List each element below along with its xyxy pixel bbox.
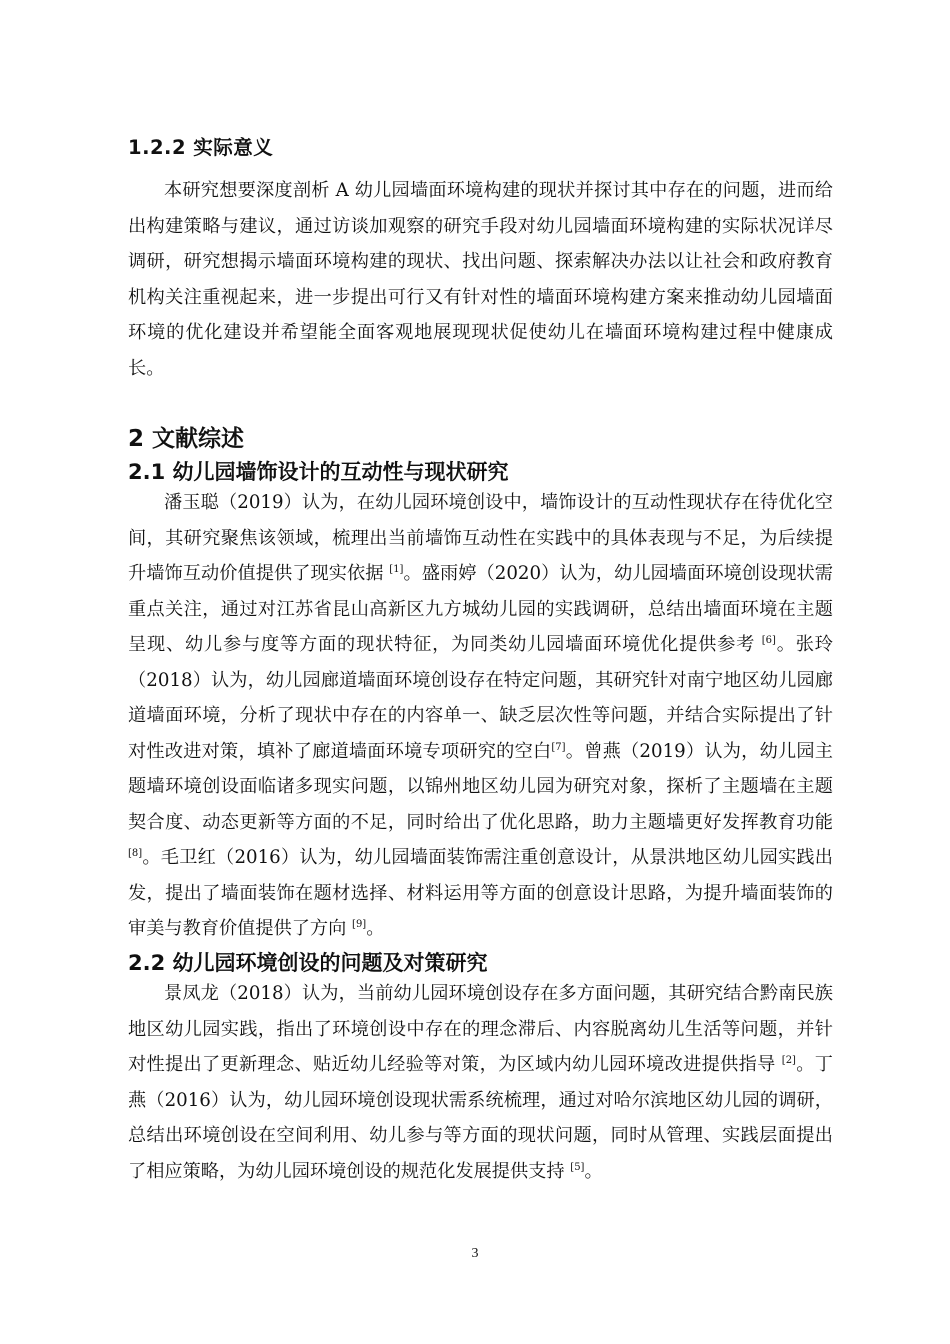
text-segment: 。丁燕（2016）认为，幼儿园环境创设现状需系统梳理，通过对哈尔滨地区幼儿园的调研，总结出环境创设在空间利用、幼儿参与等方面的现状问题，同时从管理、实践层面提出了相应策略，为幼儿园环境创设的规范化发展提供支持 — [128, 1054, 833, 1182]
text-segment: 。毛卫红（2016）认为，幼儿园墙面装饰需注重创意设计，从景洪地区幼儿园实践出发，提出了墙面装饰在题材选择、材料运用等方面的创意设计思路，为提升墙面装饰的审美与教育价值提供了方向 — [128, 847, 833, 939]
citation-ref: [5] — [570, 1161, 585, 1173]
citation-ref: [2] — [781, 1055, 796, 1066]
citation-ref: [6] — [761, 635, 776, 646]
section-heading-2-1: 2.1 幼儿园墙饰设计的互动性与现状研究 — [128, 460, 509, 484]
text-segment: 。 — [366, 918, 385, 939]
citation-ref: [8] — [128, 848, 143, 859]
section-heading-1-2-2: 1.2.2 实际意义 — [128, 136, 274, 159]
citation-ref: [7] — [551, 741, 566, 753]
paragraph-wall-decoration-research — [128, 485, 833, 947]
citation-ref: [9] — [352, 919, 367, 930]
text-segment: 。 — [584, 1160, 603, 1182]
paragraph-environment-problems-research — [128, 976, 833, 1189]
text-segment: 。曾燕（2019）认为，幼儿园主题墙环境创设面临诸多现实问题，以锦州地区幼儿园为研究对象，探析了主题墙在主题契合度、动态更新等方面的不足，同时给出了优化思路，助力主题墙更好发挥教育功能 — [128, 740, 833, 833]
page-number: 3 — [471, 1246, 479, 1261]
paragraph-practical-significance: 本研究想要深度剖析 A 幼儿园墙面环境构建的现状并探讨其中存在的问题，进而给出构建策略与建议，通过访谈加观察的研究手段对幼儿园墙面环境构建的实际状况详尽调研，研究想揭示墙面环境构建的现状、找出问题、探索解决办法以让社会和政府教育机构关注重视起来，进一步提出可行又有针对性的墙面环境构建方案来推动幼儿园墙面环境的优化建设并希望能全面客观地展现现状促使幼儿在墙面环境构建过程中健康成长。 — [128, 180, 833, 379]
text-segment: 。盛雨婷（2020）认为，幼儿园墙面环境创设现状需重点关注，通过对江苏省昆山高新区九方城幼儿园的实践调研，总结出墙面环境在主题呈现、幼儿参与度等方面的现状特征，为同类幼儿园墙面环境优化提供参考 — [128, 563, 833, 655]
chapter-heading-literature-review: 2 文献综述 — [128, 426, 245, 452]
text-segment: 景凤龙（2018）认为，当前幼儿园环境创设存在多方面问题，其研究结合黔南民族地区幼儿园实践，指出了环境创设中存在的理念滞后、内容脱离幼儿生活等问题，并针对性提出了更新理念、贴近幼儿经验等对策，为区域内幼儿园环境改进提供指导 — [128, 983, 833, 1075]
section-heading-2-2: 2.2 幼儿园环境创设的问题及对策研究 — [128, 951, 488, 975]
text-segment: 。张玲（2018）认为，幼儿园廊道墙面环境创设存在特定问题，其研究针对南宁地区幼儿园廊道墙面环境，分析了现状中存在的内容单一、缺乏层次性等问题，并结合实际提出了针对性改进对策，填补了廊道墙面环境专项研究的空白 — [128, 634, 833, 762]
text-segment: 潘玉聪（2019）认为，在幼儿园环境创设中，墙饰设计的互动性现状存在待优化空间，其研究聚焦该领域，梳理出当前墙饰互动性在实践中的具体表现与不足，为后续提升墙饰互动价值提供了现实依据 — [128, 492, 833, 584]
citation-ref: [1] — [389, 564, 404, 575]
